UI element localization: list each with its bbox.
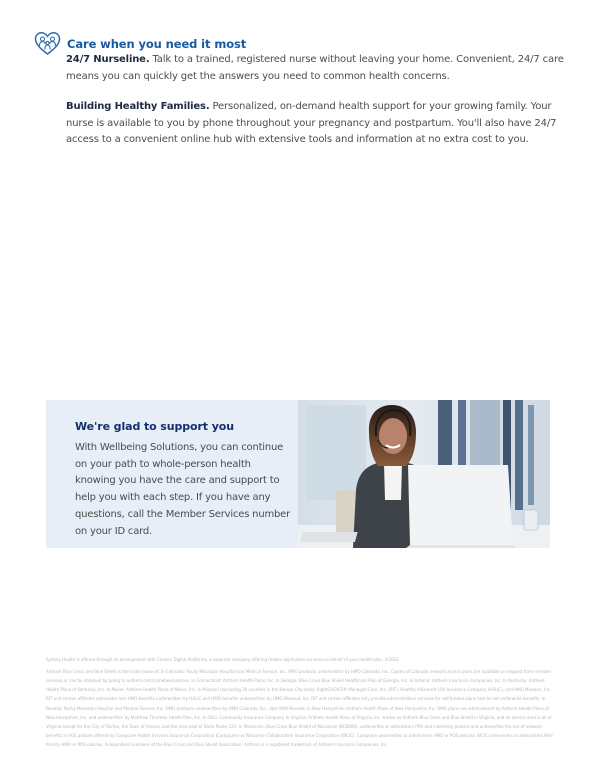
care-header	[34, 34, 564, 54]
nurseline-paragraph	[66, 52, 566, 85]
legal-fineprint	[46, 655, 553, 752]
support-title: We're glad to support you	[75, 420, 234, 433]
healthy-families-paragraph	[66, 99, 566, 149]
healthy-families-text: Personalized, on-demand health support for your growing family. Your nurse is available to you by phone throughout your pregnancy and postpartum. You'll also have 24/7 access to a convenient online hub with extensive tools and information at no extra cost to you.	[66, 101, 557, 145]
nurseline-text: Talk to a trained, registered nurse without leaving your home. Convenient, 24/7 care means you can quickly get the answers you need to common health concerns.	[66, 54, 564, 82]
support-body: With Wellbeing Solutions, you can continue on your path to whole-person health knowing you have the care and support to help you with each step. If you have any questions, call the Member Services number on your ID card.	[75, 442, 291, 537]
nurseline-label: 24/7 Nurseline.	[66, 54, 150, 65]
healthy-families-label: Building Healthy Families.	[66, 101, 210, 112]
fineprint-line-2: Anthem Blue Cross and Blue Shield is the trade name of: In Colorado: Rocky Mountain Hospital and Medical Service, Inc. HMO products underwritten by HMO Colorado, Inc. Copies of Colorado network access plans are available on request from member services or can be obtained by going to anthem.com/co/networkaccess. In Connecticut: Anthem Health Plans, Inc. In Georgia: Blue Cross Blue Shield Healthcare Plan of Georgia, Inc. In Indiana: Anthem Insurance Companies, Inc. In Kentucky: Anthem Health Plans of Kentucky, Inc. In Maine: Anthem Health Plans of Maine, Inc. In Missouri (excluding 30 counties in the Kansas City area): RightCHOICE® Managed Care, Inc. (RIT), Healthy Alliance® Life Insurance Company (HALIC), and HMO Missouri, Inc. RIT and certain affiliates administer non-HMO benefits underwritten by HALIC and HMO benefits underwritten by HMO Missouri, Inc. RIT and certain affiliates only provide administrative services for self-funded plans and do not underwrite benefits. In Nevada: Rocky Mountain Hospital and Medical Service, Inc. HMO products underwritten by HMO Colorado, Inc., dba HMO Nevada. In New Hampshire: Anthem Health Plans of New Hampshire, Inc. HMO plans are administered by Anthem Health Plans of New Hampshire, Inc. and underwritten by Matthew Thornton Health Plan, Inc. In Ohio: Community Insurance Company. In Virginia: Anthem Health Plans of Virginia, Inc. trades as Anthem Blue Cross and Blue Shield in Virginia, and its service area is all of Virginia except for the City of Fairfax, the Town of Vienna, and the area east of State Route 123. In Wisconsin: Blue Cross Blue Shield of Wisconsin (BCBSWI), underwrites or administers PPO and indemnity policies and underwrites the out of network benefits in POS policies offered by Compcare Health Services Insurance Corporation (Compcare) or Wisconsin Collaborative Insurance Corporation (WCIC). Compcare underwrites or administers HMO or POS policies; WCIC underwrites or administers Well Priority HMO or POS policies. Independent licensees of the Blue Cross and Blue Shield Association. Anthem is a registered trademark of Anthem Insurance Companies, Inc.	[46, 668, 553, 748]
care-section	[34, 34, 564, 54]
support-text-block	[75, 420, 290, 540]
family-heart-icon	[34, 31, 61, 56]
woman-with-headset-at-laptop-photo	[298, 400, 550, 548]
section-title: Care when you need it most	[67, 37, 247, 51]
fineprint-line-1: Sydney Health is offered through an arrangement with Carelon Digital Platforms, a separate company offering mobile application services on behalf of your health plan. ©2023	[46, 657, 399, 662]
support-panel	[46, 400, 550, 548]
